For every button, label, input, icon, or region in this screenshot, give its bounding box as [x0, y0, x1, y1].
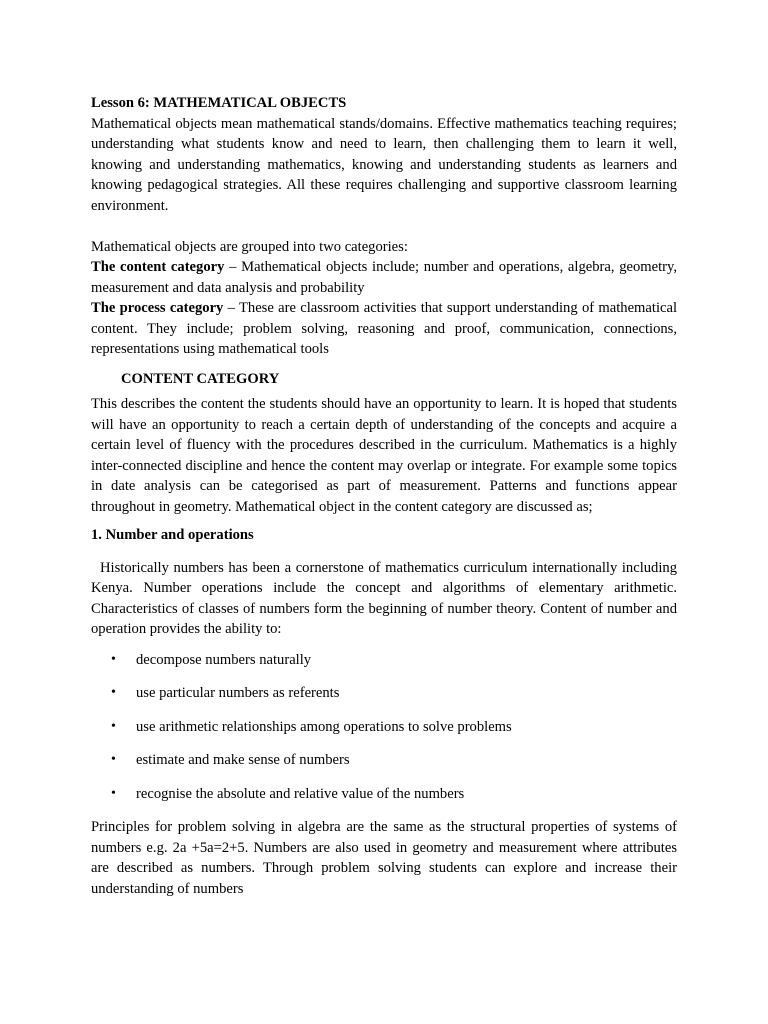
- list-item-text: estimate and make sense of numbers: [136, 752, 350, 768]
- list-item-text: decompose numbers naturally: [136, 651, 312, 668]
- content-category-paragraph: This describes the content the students should have an opportunity to learn. It is hoped that students will have an opportunity to reach a certain depth of understanding of the concepts and acquire a certain level of fluency with the procedures described in the curriculum. Mathematics is a highly inter-connected discipline and hence the content may overlap or integrate. For example some topics in date analysis can be categorised as part of measurement. Patterns and functions appear throughout in geometry. Mathematical object in the content category are discussed as;: [91, 396, 677, 515]
- bullet-icon: •: [111, 651, 116, 667]
- list-item-text: recognise the absolute and relative value of the numbers: [136, 785, 465, 802]
- content-category-term: The content category: [91, 259, 225, 275]
- number-operations-heading: 1. Number and operations: [91, 527, 254, 543]
- content-category-definition: [91, 257, 677, 298]
- lesson-title: Lesson 6: MATHEMATICAL OBJECTS: [91, 95, 347, 111]
- bullet-icon: •: [111, 718, 116, 734]
- process-category-definition: [91, 298, 677, 360]
- intro-paragraph: Mathematical objects mean mathematical stands/domains. Effective mathematics teaching requires; understanding what students know and need to learn, then challenging them to learn it well, knowing and understanding mathematics, knowing and understanding students as learners and knowing pedagogical strategies. All these requires challenging and supportive classroom learning environment.: [91, 115, 677, 214]
- list-item-text: use arithmetic relationships among operations to solve problems: [136, 718, 512, 735]
- list-item: [91, 784, 677, 805]
- principles-paragraph: Principles for problem solving in algebra are the same as the structural properties of systems of numbers e.g. 2a +5a=2+5. Numbers are also used in geometry and measurement where attributes are described as numbers. Through problem solving students can explore and increase their understanding of numbers: [91, 819, 677, 897]
- number-operations-paragraph: Historically numbers has been a cornerstone of mathematics curriculum internationally including Kenya. Number operations include the concept and algorithms of elementary arithmetic. Characteristics of classes of numbers form the beginning of number theory. Content of number and operation provides the ability to:: [91, 559, 677, 637]
- bullet-icon: •: [111, 752, 116, 767]
- content-category-text: – Mathematical objects include; number and operations, algebra, geometry, measurement and data analysis and probability: [91, 259, 678, 296]
- bullet-icon: •: [111, 685, 116, 700]
- bullet-icon: •: [111, 785, 116, 801]
- list-item: [91, 650, 677, 671]
- process-category-term: The process category: [91, 300, 224, 316]
- ability-list: [91, 650, 677, 805]
- list-item: [91, 683, 677, 704]
- content-category-heading: CONTENT CATEGORY: [121, 370, 280, 387]
- process-category-text: – These are classroom activities that support understanding of mathematical content. They include; problem solving, reasoning and proof, communication, connections, representations using mathematical tools: [91, 300, 678, 357]
- list-item: [91, 717, 677, 738]
- list-item-text: use particular numbers as referents: [136, 685, 340, 701]
- categories-intro: Mathematical objects are grouped into two categories:: [91, 238, 408, 255]
- list-item: [91, 750, 677, 771]
- blank-line: [91, 216, 677, 237]
- document-page: [91, 93, 677, 899]
